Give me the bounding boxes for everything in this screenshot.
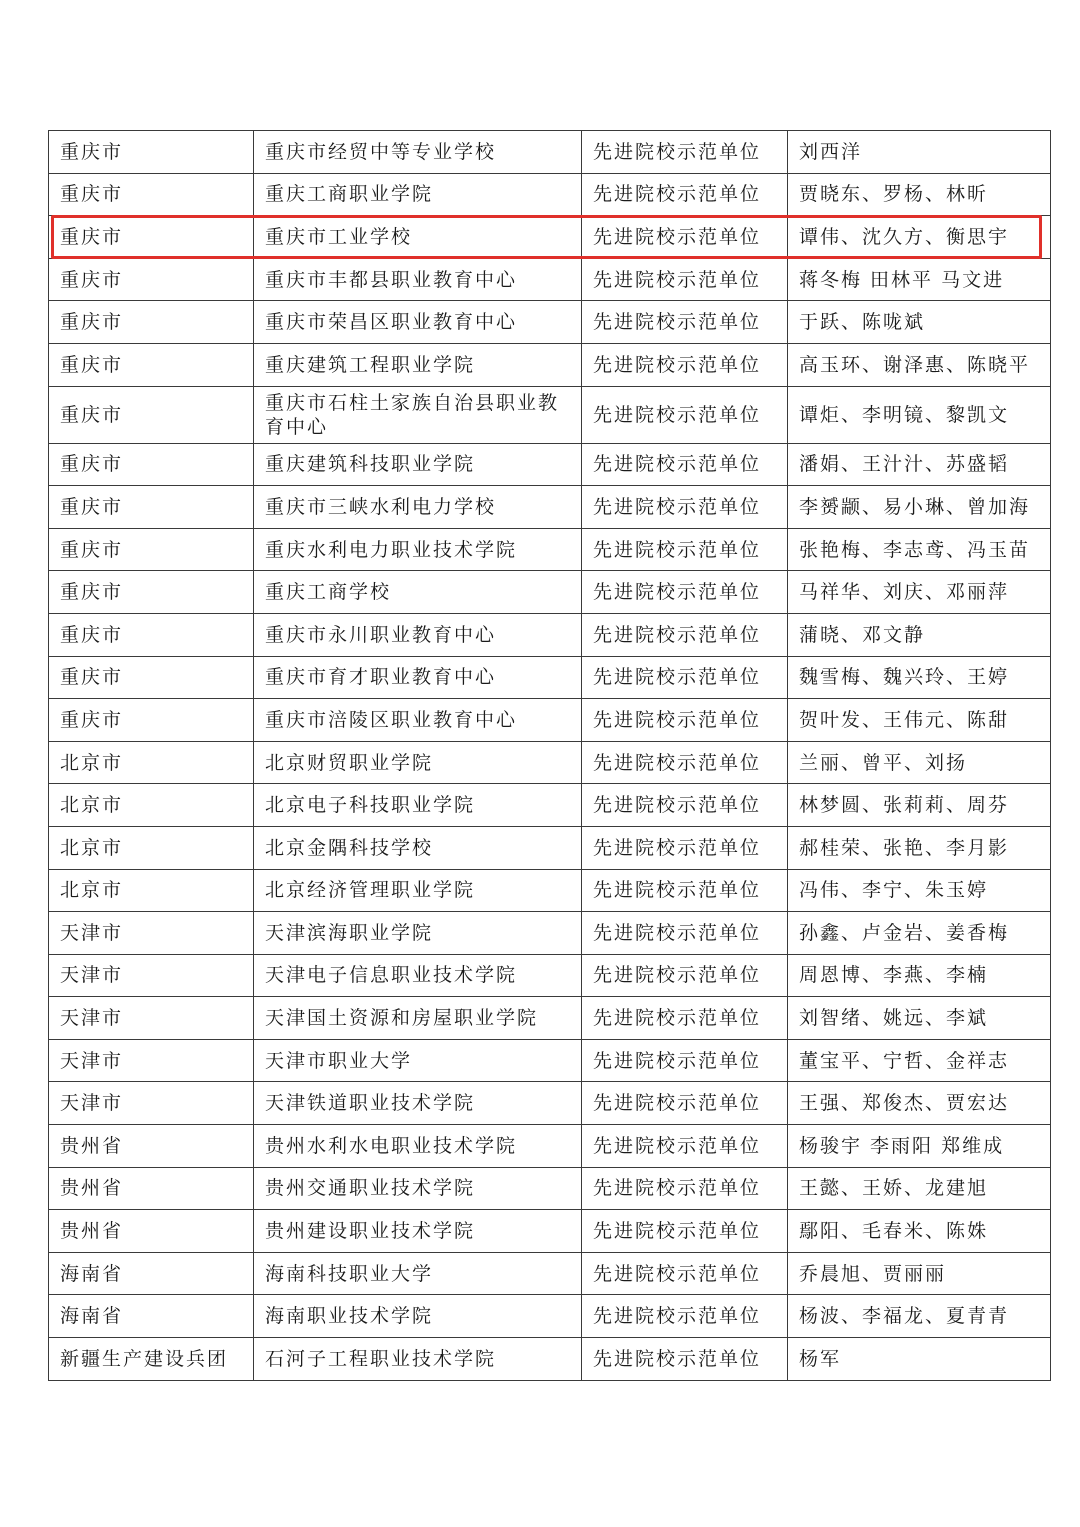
table-row [49, 1295, 1051, 1338]
table-row [49, 301, 1051, 344]
school-cell: 重庆水利电力职业技术学院 [254, 528, 582, 571]
table-row [49, 1210, 1051, 1253]
names-cell: 刘智绪、姚远、李斌 [788, 997, 1051, 1040]
region-cell: 重庆市 [49, 301, 254, 344]
table-row [49, 912, 1051, 955]
school-cell: 海南科技职业大学 [254, 1252, 582, 1295]
award-table [48, 130, 1051, 1381]
award-cell: 先进院校示范单位 [582, 1210, 788, 1253]
school-cell: 北京金隅科技学校 [254, 826, 582, 869]
table-row [49, 343, 1051, 386]
region-cell: 海南省 [49, 1252, 254, 1295]
school-cell: 重庆建筑科技职业学院 [254, 443, 582, 486]
award-cell: 先进院校示范单位 [582, 443, 788, 486]
table-row [49, 528, 1051, 571]
table-row [49, 784, 1051, 827]
table-row [49, 386, 1051, 443]
school-cell: 重庆市荣昌区职业教育中心 [254, 301, 582, 344]
school-cell: 重庆市经贸中等专业学校 [254, 131, 582, 174]
school-cell: 北京经济管理职业学院 [254, 869, 582, 912]
table-row [49, 613, 1051, 656]
school-cell: 贵州交通职业技术学院 [254, 1167, 582, 1210]
school-cell: 重庆市工业学校 [254, 216, 582, 259]
school-cell: 重庆市石柱土家族自治县职业教育中心 [254, 386, 582, 443]
region-cell: 新疆生产建设兵团 [49, 1338, 254, 1381]
region-cell: 北京市 [49, 826, 254, 869]
school-cell: 天津电子信息职业技术学院 [254, 954, 582, 997]
table-row [49, 486, 1051, 529]
table-row [49, 741, 1051, 784]
names-cell: 鄢阳、毛春米、陈姝 [788, 1210, 1051, 1253]
region-cell: 重庆市 [49, 443, 254, 486]
names-cell: 乔晨旭、贾丽丽 [788, 1252, 1051, 1295]
names-cell: 孙鑫、卢金岩、姜香梅 [788, 912, 1051, 955]
table-row [49, 1125, 1051, 1168]
award-cell: 先进院校示范单位 [582, 343, 788, 386]
names-cell: 于跃、陈咙斌 [788, 301, 1051, 344]
school-cell: 海南职业技术学院 [254, 1295, 582, 1338]
award-cell: 先进院校示范单位 [582, 216, 788, 259]
award-cell: 先进院校示范单位 [582, 869, 788, 912]
award-cell: 先进院校示范单位 [582, 1295, 788, 1338]
region-cell: 北京市 [49, 741, 254, 784]
names-cell: 冯伟、李宁、朱玉婷 [788, 869, 1051, 912]
award-cell: 先进院校示范单位 [582, 741, 788, 784]
region-cell: 重庆市 [49, 656, 254, 699]
school-cell: 天津滨海职业学院 [254, 912, 582, 955]
names-cell: 蒲晓、邓文静 [788, 613, 1051, 656]
school-cell: 石河子工程职业技术学院 [254, 1338, 582, 1381]
region-cell: 天津市 [49, 912, 254, 955]
award-cell: 先进院校示范单位 [582, 301, 788, 344]
award-cell: 先进院校示范单位 [582, 997, 788, 1040]
region-cell: 重庆市 [49, 386, 254, 443]
names-cell: 兰丽、曾平、刘扬 [788, 741, 1051, 784]
school-cell: 天津国土资源和房屋职业学院 [254, 997, 582, 1040]
school-cell: 重庆市育才职业教育中心 [254, 656, 582, 699]
names-cell: 马祥华、刘庆、邓丽萍 [788, 571, 1051, 614]
region-cell: 天津市 [49, 954, 254, 997]
names-cell: 贾晓东、罗杨、林昕 [788, 173, 1051, 216]
table-row [49, 656, 1051, 699]
table-row [49, 826, 1051, 869]
names-cell: 高玉环、谢泽惠、陈晓平 [788, 343, 1051, 386]
names-cell: 董宝平、宁哲、金祥志 [788, 1039, 1051, 1082]
table-row [49, 699, 1051, 742]
table-row [49, 173, 1051, 216]
names-cell: 刘西洋 [788, 131, 1051, 174]
region-cell: 天津市 [49, 997, 254, 1040]
school-cell: 重庆市永川职业教育中心 [254, 613, 582, 656]
region-cell: 天津市 [49, 1039, 254, 1082]
names-cell: 谭伟、沈久方、衡思宇 [788, 216, 1051, 259]
table-row [49, 1082, 1051, 1125]
table-row [49, 1338, 1051, 1381]
award-cell: 先进院校示范单位 [582, 486, 788, 529]
names-cell: 李赟颛、易小琳、曾加海 [788, 486, 1051, 529]
school-cell: 天津市职业大学 [254, 1039, 582, 1082]
region-cell: 重庆市 [49, 343, 254, 386]
school-cell: 贵州水利水电职业技术学院 [254, 1125, 582, 1168]
names-cell: 周恩博、李燕、李楠 [788, 954, 1051, 997]
names-cell: 谭炬、李明镜、黎凯文 [788, 386, 1051, 443]
school-cell: 重庆市涪陵区职业教育中心 [254, 699, 582, 742]
award-cell: 先进院校示范单位 [582, 1338, 788, 1381]
region-cell: 海南省 [49, 1295, 254, 1338]
school-cell: 重庆建筑工程职业学院 [254, 343, 582, 386]
school-cell: 贵州建设职业技术学院 [254, 1210, 582, 1253]
region-cell: 重庆市 [49, 528, 254, 571]
table-row [49, 997, 1051, 1040]
table-row [49, 131, 1051, 174]
award-cell: 先进院校示范单位 [582, 528, 788, 571]
names-cell: 潘娟、王汁汁、苏盛韬 [788, 443, 1051, 486]
table-row [49, 1252, 1051, 1295]
table-row [49, 1167, 1051, 1210]
award-cell: 先进院校示范单位 [582, 1252, 788, 1295]
names-cell: 郝桂荣、张艳、李月影 [788, 826, 1051, 869]
table-row [49, 954, 1051, 997]
region-cell: 重庆市 [49, 216, 254, 259]
award-cell: 先进院校示范单位 [582, 131, 788, 174]
table-row [49, 571, 1051, 614]
table-row [49, 216, 1051, 259]
region-cell: 重庆市 [49, 258, 254, 301]
award-cell: 先进院校示范单位 [582, 699, 788, 742]
award-table-body [49, 131, 1051, 1381]
region-cell: 重庆市 [49, 131, 254, 174]
school-cell: 北京电子科技职业学院 [254, 784, 582, 827]
school-cell: 重庆市丰都县职业教育中心 [254, 258, 582, 301]
document-page [48, 130, 1050, 1381]
school-cell: 重庆工商职业学院 [254, 173, 582, 216]
school-cell: 重庆工商学校 [254, 571, 582, 614]
award-cell: 先进院校示范单位 [582, 386, 788, 443]
table-row [49, 258, 1051, 301]
region-cell: 贵州省 [49, 1125, 254, 1168]
award-cell: 先进院校示范单位 [582, 258, 788, 301]
school-cell: 天津铁道职业技术学院 [254, 1082, 582, 1125]
award-cell: 先进院校示范单位 [582, 1082, 788, 1125]
award-cell: 先进院校示范单位 [582, 173, 788, 216]
region-cell: 重庆市 [49, 699, 254, 742]
names-cell: 林梦圆、张莉莉、周芬 [788, 784, 1051, 827]
region-cell: 贵州省 [49, 1210, 254, 1253]
names-cell: 张艳梅、李志鸢、冯玉苗 [788, 528, 1051, 571]
region-cell: 重庆市 [49, 571, 254, 614]
region-cell: 贵州省 [49, 1167, 254, 1210]
names-cell: 魏雪梅、魏兴玲、王婷 [788, 656, 1051, 699]
award-cell: 先进院校示范单位 [582, 571, 788, 614]
names-cell: 杨骏宇 李雨阳 郑维成 [788, 1125, 1051, 1168]
region-cell: 天津市 [49, 1082, 254, 1125]
names-cell: 杨军 [788, 1338, 1051, 1381]
table-row [49, 443, 1051, 486]
names-cell: 杨波、李福龙、夏青青 [788, 1295, 1051, 1338]
region-cell: 重庆市 [49, 613, 254, 656]
region-cell: 北京市 [49, 784, 254, 827]
region-cell: 重庆市 [49, 486, 254, 529]
table-row [49, 1039, 1051, 1082]
award-cell: 先进院校示范单位 [582, 1039, 788, 1082]
school-cell: 重庆市三峡水利电力学校 [254, 486, 582, 529]
award-cell: 先进院校示范单位 [582, 954, 788, 997]
region-cell: 北京市 [49, 869, 254, 912]
names-cell: 蒋冬梅 田林平 马文进 [788, 258, 1051, 301]
names-cell: 贺叶发、王伟元、陈甜 [788, 699, 1051, 742]
school-cell: 北京财贸职业学院 [254, 741, 582, 784]
award-cell: 先进院校示范单位 [582, 784, 788, 827]
names-cell: 王强、郑俊杰、贾宏达 [788, 1082, 1051, 1125]
award-cell: 先进院校示范单位 [582, 1167, 788, 1210]
table-row [49, 869, 1051, 912]
award-cell: 先进院校示范单位 [582, 912, 788, 955]
award-cell: 先进院校示范单位 [582, 1125, 788, 1168]
award-cell: 先进院校示范单位 [582, 826, 788, 869]
award-cell: 先进院校示范单位 [582, 613, 788, 656]
names-cell: 王懿、王娇、龙建旭 [788, 1167, 1051, 1210]
award-cell: 先进院校示范单位 [582, 656, 788, 699]
region-cell: 重庆市 [49, 173, 254, 216]
